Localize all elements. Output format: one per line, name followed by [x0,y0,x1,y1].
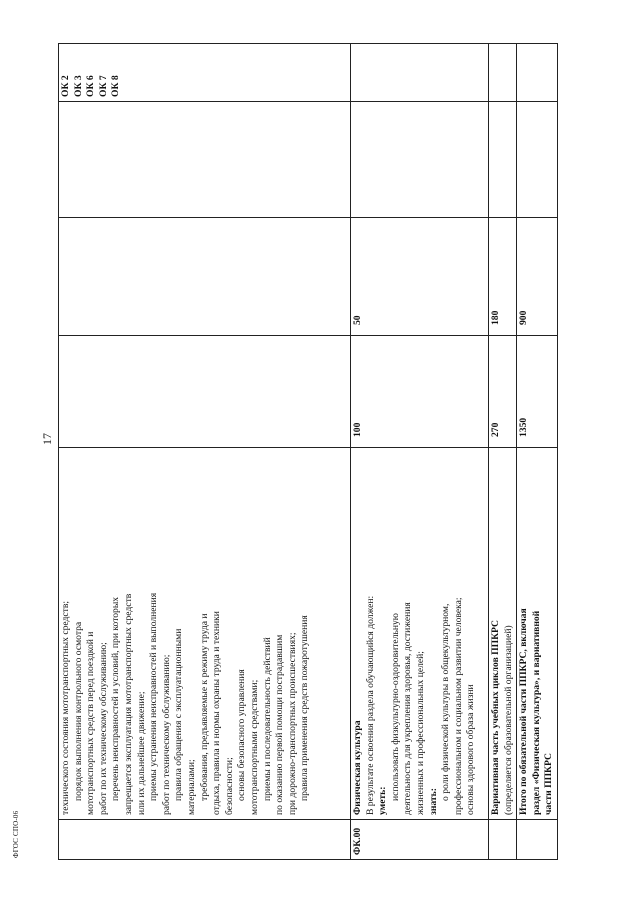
content-line: использовать физкультурно-оздоровительную [389,613,401,801]
content-line: правила обращения с эксплуатационными [173,628,185,801]
cell-class-hours: 180 [489,218,517,336]
cell-code-empty [59,820,351,860]
cell-discipline [351,102,489,218]
competency-code: ОК 6 [85,75,97,97]
cell-discipline [59,102,351,218]
cell-class-hours: 900 [517,218,558,336]
variative-subtitle: (определяется образовательной организацией) [502,625,514,815]
content-line: приемы и последовательность действий [261,637,273,801]
content-line: профессиональном и социальном развитии человека; [452,597,464,815]
section-title: Физическая культура [352,720,363,815]
content-line: основы безопасного управления [236,669,248,801]
competency-code: ОК 3 [72,75,84,97]
cell-continuation-content [59,448,351,820]
content-line: приемы устранения неисправностей и выполнения [148,592,160,801]
cell-max-load: 270 [489,336,517,448]
content-line: о роли физической культуры в общекультурном, [440,603,452,801]
content-line: при дорожно-транспортных происшествиях; [286,632,298,815]
competency-code: ОК 8 [110,75,122,97]
content-line: деятельность для укрепления здоровья, достижения [402,602,414,815]
content-line: работ по техническому обслуживанию; [160,654,172,815]
znat-label: знать: [427,788,439,815]
competency-code: ОК 2 [60,75,71,97]
table-row-physical-culture [351,44,489,860]
content-line: материалами; [185,759,197,815]
cell-class-hours: 50 [351,218,489,336]
content-line: основы здорового образа жизни [465,684,477,815]
total-line: Итого по обязательной части ППКРС, включая [518,608,530,815]
cell-discipline [517,102,558,218]
total-line: части ППКРС [543,753,555,815]
content-line: по оказанию первой помощи пострадавшим [274,634,286,815]
cell-code-empty [489,820,517,860]
cell-max-load [59,336,351,448]
content-line: мототранспортными средствами; [248,679,260,815]
table-row-total [517,44,558,860]
content-line: или их дальнейшее движение; [135,691,147,815]
content-line: правила применения средств пожаротушения [299,615,311,801]
content-line: порядок выполнения контрольного осмотра [72,621,84,801]
cell-competencies [517,44,558,102]
content-line: технического состояния мототранспортных средств; [60,600,71,815]
page-number: 17 [40,433,54,445]
total-line: раздел «Физическая культура», и вариативной [530,610,542,815]
cell-max-load: 1350 [517,336,558,448]
table-row-continuation [59,44,351,860]
cell-section-code: ФК.00 [351,820,489,860]
cell-competencies [489,44,517,102]
competency-code: ОК 7 [97,75,109,97]
rotated-table-sheet [58,44,588,860]
cell-competencies [351,44,489,102]
cell-max-load: 100 [351,336,489,448]
content-line: перечень неисправностей и условий, при которых [110,596,122,801]
content-line: работ по их техническому обслуживанию; [97,642,109,815]
content-line: безопасности; [223,757,235,815]
content-line: жизненных и профессиональных целей; [414,651,426,815]
content-line: требования, предъявляемые к режиму труда и [198,613,210,801]
cell-code-empty [517,820,558,860]
footer-mark: ФГОС СПО-06 [12,810,20,858]
table-row-variative [489,44,517,860]
cell-physical-culture-content [351,448,489,820]
variative-title: Вариативная часть учебных циклов ППКРС [490,620,501,815]
section-intro: В результате освоения раздела обучающийся должен: [364,595,376,815]
content-line: отдыха, правила и нормы охраны труда и техники [211,611,223,815]
curriculum-table [58,43,558,860]
cell-total-content [517,448,558,820]
cell-discipline [489,102,517,218]
umet-label: уметь: [377,786,389,815]
content-line: запрещается эксплуатация мототранспортных средств [122,593,134,815]
content-line: мототранспортных средств перед поездкой и [85,631,97,815]
cell-variative-content [489,448,517,820]
cell-class-hours [59,218,351,336]
cell-competencies [59,44,351,102]
